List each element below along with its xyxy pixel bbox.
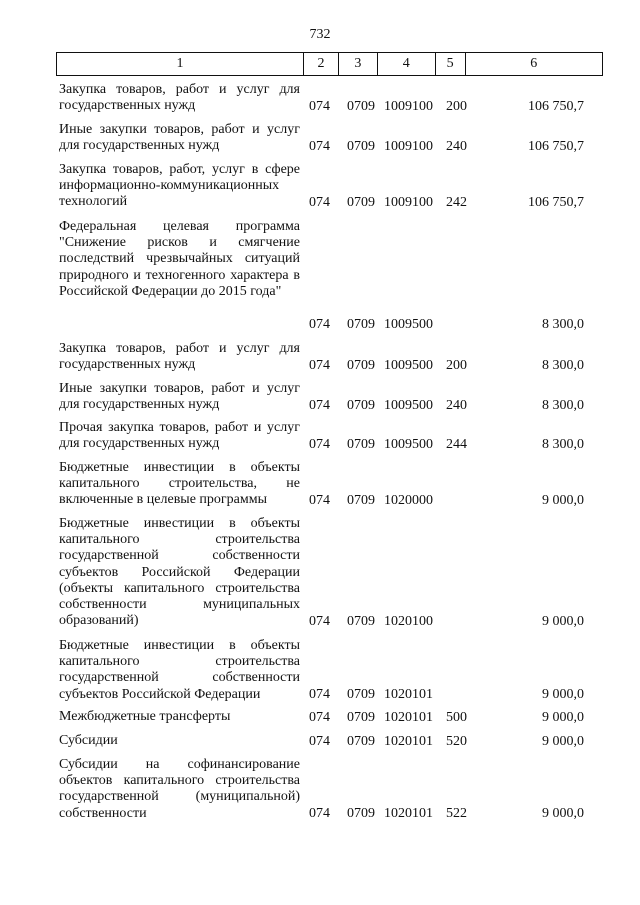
row-section: 0709 — [347, 805, 375, 821]
row-name: Субсидии — [59, 733, 118, 748]
row-type: 520 — [446, 733, 467, 749]
row-type: 240 — [446, 397, 467, 413]
row-name: Иные закупки товаров, работ и услуг для государственных нужд — [59, 122, 300, 154]
row-ministry: 074 — [309, 805, 330, 821]
row-ministry: 074 — [309, 613, 330, 629]
row-amount: 9 000,0 — [542, 805, 584, 821]
row-amount: 9 000,0 — [542, 492, 584, 508]
header-col-4: 4 — [378, 53, 436, 75]
row-ministry: 074 — [309, 138, 330, 154]
table-row — [0, 757, 640, 822]
row-ministry: 074 — [309, 733, 330, 749]
row-name: Бюджетные инвестиции в объекты капитального строительства государственной собственности субъектов Российской Федерации (объекты капитального строительства собственности муниципальных образований) — [59, 516, 300, 629]
row-ministry: 074 — [309, 98, 330, 114]
row-target: 1020100 — [384, 613, 433, 629]
table-row — [0, 162, 640, 211]
row-name: Бюджетные инвестиции в объекты капитального строительства, не включенные в целевые программы — [59, 460, 300, 508]
table-row — [0, 733, 640, 750]
row-name: Прочая закупка товаров, работ и услуг для государственных нужд — [59, 420, 300, 452]
table-row — [0, 341, 640, 374]
row-ministry: 074 — [309, 686, 330, 702]
row-amount: 9 000,0 — [542, 686, 584, 702]
table-row — [0, 420, 640, 453]
row-target: 1020000 — [384, 492, 433, 508]
row-name: Межбюджетные трансферты — [59, 709, 231, 724]
header-col-3: 3 — [339, 53, 378, 75]
row-name: Закупка товаров, работ и услуг для государственных нужд — [59, 82, 300, 114]
row-amount: 8 300,0 — [542, 357, 584, 373]
row-section: 0709 — [347, 709, 375, 725]
row-name: Закупка товаров, работ, услуг в сфере информационно-коммуникационных технологий — [59, 162, 300, 210]
row-section: 0709 — [347, 686, 375, 702]
table-row — [0, 381, 640, 414]
row-amount: 106 750,7 — [528, 194, 584, 210]
row-type: 244 — [446, 436, 467, 452]
row-ministry: 074 — [309, 709, 330, 725]
row-ministry: 074 — [309, 316, 330, 332]
header-col-6: 6 — [530, 56, 538, 71]
row-name: Иные закупки товаров, работ и услуг для государственных нужд — [59, 381, 300, 413]
row-target: 1020101 — [384, 733, 433, 749]
row-target: 1009500 — [384, 397, 433, 413]
header-col-1: 1 — [57, 53, 304, 75]
row-target: 1009100 — [384, 98, 433, 114]
row-target: 1020101 — [384, 709, 433, 725]
row-target: 1009500 — [384, 316, 433, 332]
row-ministry: 074 — [309, 492, 330, 508]
row-amount: 106 750,7 — [528, 98, 584, 114]
row-section: 0709 — [347, 397, 375, 413]
page-number: 732 — [309, 27, 331, 42]
table-row — [0, 82, 640, 115]
table-row — [0, 709, 640, 726]
row-target: 1009100 — [384, 194, 433, 210]
row-name: Закупка товаров, работ и услуг для государственных нужд — [59, 341, 300, 373]
row-target: 1009100 — [384, 138, 433, 154]
row-ministry: 074 — [309, 397, 330, 413]
row-amount: 8 300,0 — [542, 436, 584, 452]
row-name: Федеральная целевая программа "Снижение рисков и смягчение последствий чрезвычайных ситуаций природного и техногенного характера в Российской Федерации до 2015 года" — [59, 219, 300, 299]
row-section: 0709 — [347, 613, 375, 629]
row-ministry: 074 — [309, 357, 330, 373]
row-type: 240 — [446, 138, 467, 154]
row-target: 1020101 — [384, 686, 433, 702]
row-type: 500 — [446, 709, 467, 725]
header-col-2: 2 — [304, 53, 339, 75]
table-header — [56, 52, 603, 76]
row-amount: 9 000,0 — [542, 709, 584, 725]
row-section: 0709 — [347, 436, 375, 452]
row-target: 1020101 — [384, 805, 433, 821]
row-amount: 106 750,7 — [528, 138, 584, 154]
table-row — [0, 516, 640, 630]
row-target: 1009500 — [384, 357, 433, 373]
row-amount: 9 000,0 — [542, 613, 584, 629]
row-section: 0709 — [347, 733, 375, 749]
row-section: 0709 — [347, 138, 375, 154]
row-section: 0709 — [347, 357, 375, 373]
row-amount: 9 000,0 — [542, 733, 584, 749]
row-target: 1009500 — [384, 436, 433, 452]
table-row — [0, 219, 640, 333]
row-ministry: 074 — [309, 194, 330, 210]
row-section: 0709 — [347, 316, 375, 332]
row-amount: 8 300,0 — [542, 316, 584, 332]
row-type: 200 — [446, 98, 467, 114]
row-name: Субсидии на софинансирование объектов капитального строительства государственной (муниципальной) собственности — [59, 757, 300, 821]
row-amount: 8 300,0 — [542, 397, 584, 413]
row-type: 242 — [446, 194, 467, 210]
row-section: 0709 — [347, 492, 375, 508]
row-name: Бюджетные инвестиции в объекты капитального строительства государственной собственности субъектов Российской Федерации — [59, 638, 300, 702]
table-row — [0, 122, 640, 155]
row-section: 0709 — [347, 194, 375, 210]
row-type: 200 — [446, 357, 467, 373]
row-section: 0709 — [347, 98, 375, 114]
header-col-5: 5 — [436, 53, 466, 75]
row-type: 522 — [446, 805, 467, 821]
table-row — [0, 460, 640, 509]
table-row — [0, 638, 640, 703]
row-ministry: 074 — [309, 436, 330, 452]
